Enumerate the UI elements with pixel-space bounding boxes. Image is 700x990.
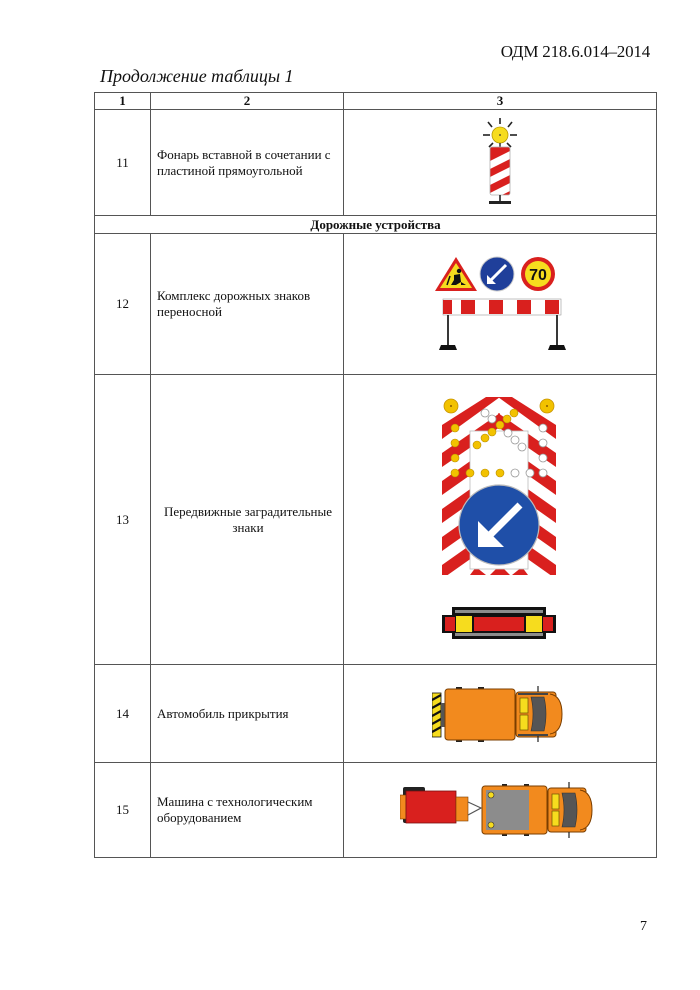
column-header-3: 3 [344, 93, 657, 110]
cover-vehicle-icon [432, 686, 568, 742]
section-title: Дорожные устройства [95, 216, 657, 234]
column-header-1: 1 [95, 93, 151, 110]
table-continuation-caption: Продолжение таблицы 1 [100, 66, 294, 86]
road-works-sign-icon [435, 257, 477, 291]
column-header-2: 2 [151, 93, 344, 110]
table-header-row [95, 93, 657, 110]
row-image-cell [344, 234, 657, 375]
table-row [95, 110, 657, 216]
row-number: 14 [95, 665, 151, 763]
row-description: Автомобиль прикрытия [151, 665, 344, 763]
row-number: 15 [95, 763, 151, 858]
row-image-cell [344, 665, 657, 763]
section-header-row [95, 216, 657, 234]
speed-limit-70-sign-icon [521, 257, 555, 291]
row-description: Комплекс дорожных знаков переносной [151, 234, 344, 375]
row-description: Передвижные заградительные знаки [151, 375, 344, 665]
row-image-cell [344, 375, 657, 665]
table-row [95, 234, 657, 375]
table-row [95, 763, 657, 858]
table-row [95, 665, 657, 763]
row-number: 12 [95, 234, 151, 375]
table-row [95, 375, 657, 665]
row-image-cell [344, 110, 657, 216]
svg-text:70: 70 [529, 267, 547, 284]
portable-road-sign-set-icon [430, 254, 570, 354]
specification-table [94, 92, 657, 858]
row-description: Машина с технологическим оборудованием [151, 763, 344, 858]
light-bar-icon [442, 607, 556, 639]
page-number: 7 [640, 919, 647, 934]
trailer-icon [400, 787, 481, 823]
row-number: 13 [95, 375, 151, 665]
row-number: 11 [95, 110, 151, 216]
row-image-cell [344, 763, 657, 858]
keep-left-sign-icon [480, 257, 514, 291]
row-description: Фонарь вставной в сочетании с пластиной прямоугольной [151, 110, 344, 216]
mobile-barrier-sign-icon [440, 395, 560, 645]
insert-lamp-with-striped-plate-icon [475, 117, 525, 209]
machine-with-equipment-icon [400, 782, 600, 838]
document-code: ОДМ 218.6.014–2014 [500, 42, 650, 61]
